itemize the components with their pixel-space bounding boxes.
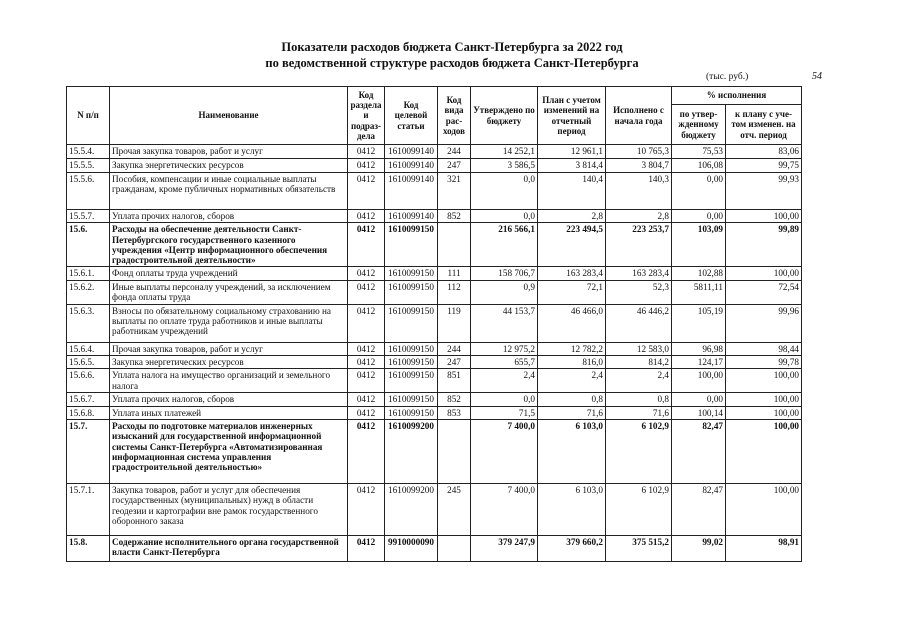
cell-target: 9910000090 bbox=[385, 535, 438, 561]
cell-executed: 2,8 bbox=[606, 210, 672, 223]
table-row bbox=[67, 419, 802, 483]
cell-approved: 0,0 bbox=[471, 210, 538, 223]
cell-target: 1610099140 bbox=[385, 159, 438, 173]
cell-section: 0412 bbox=[348, 280, 385, 304]
cell-target: 1610099200 bbox=[385, 483, 438, 535]
cell-num: 15.5.4. bbox=[67, 145, 110, 159]
cell-plan: 379 660,2 bbox=[538, 535, 606, 561]
cell-target: 1610099150 bbox=[385, 406, 438, 419]
cell-pct-approved: 102,88 bbox=[672, 267, 726, 280]
cell-target: 1610099150 bbox=[385, 369, 438, 393]
cell-exptype: 247 bbox=[438, 356, 471, 369]
table-row bbox=[67, 393, 802, 406]
cell-target: 1610099150 bbox=[385, 342, 438, 355]
cell-num: 15.6.8. bbox=[67, 406, 110, 419]
cell-plan: 12 961,1 bbox=[538, 145, 606, 159]
table-row bbox=[67, 159, 802, 173]
cell-pct-approved: 96,98 bbox=[672, 342, 726, 355]
cell-exptype: 852 bbox=[438, 210, 471, 223]
expenditure-table bbox=[66, 86, 802, 562]
cell-pct-approved: 105,19 bbox=[672, 304, 726, 342]
header-name: Наименование bbox=[110, 87, 348, 145]
cell-executed: 10 765,3 bbox=[606, 145, 672, 159]
report-title-line1: Показатели расходов бюджета Санкт-Петербурга за 2022 год bbox=[281, 40, 623, 54]
cell-pct-approved: 99,02 bbox=[672, 535, 726, 561]
cell-pct-approved: 124,17 bbox=[672, 356, 726, 369]
cell-name: Уплата иных платежей bbox=[110, 406, 348, 419]
cell-num: 15.7. bbox=[67, 419, 110, 483]
cell-pct-plan: 72,54 bbox=[726, 280, 802, 304]
header-approved: Утверждено по бюджету bbox=[471, 87, 538, 145]
cell-target: 1610099150 bbox=[385, 267, 438, 280]
cell-executed: 163 283,4 bbox=[606, 267, 672, 280]
cell-executed: 814,2 bbox=[606, 356, 672, 369]
cell-pct-plan: 99,89 bbox=[726, 223, 802, 267]
cell-name: Уплата прочих налогов, сборов bbox=[110, 210, 348, 223]
cell-name: Уплата налога на имущество организаций и земельного налога bbox=[110, 369, 348, 393]
cell-num: 15.5.5. bbox=[67, 159, 110, 173]
cell-pct-plan: 99,78 bbox=[726, 356, 802, 369]
cell-plan: 223 494,5 bbox=[538, 223, 606, 267]
cell-pct-approved: 82,47 bbox=[672, 483, 726, 535]
cell-num: 15.6.1. bbox=[67, 267, 110, 280]
cell-pct-approved: 100,00 bbox=[672, 369, 726, 393]
header-executed: Исполнено с начала года bbox=[606, 87, 672, 145]
table-row bbox=[67, 356, 802, 369]
table-row bbox=[67, 342, 802, 355]
table-body bbox=[67, 145, 802, 562]
cell-executed: 46 446,2 bbox=[606, 304, 672, 342]
cell-section: 0412 bbox=[348, 267, 385, 280]
cell-exptype: 111 bbox=[438, 267, 471, 280]
cell-pct-plan: 100,00 bbox=[726, 210, 802, 223]
cell-pct-plan: 100,00 bbox=[726, 483, 802, 535]
cell-name: Закупка энергетических ресурсов bbox=[110, 159, 348, 173]
cell-pct-approved: 103,09 bbox=[672, 223, 726, 267]
cell-exptype: 852 bbox=[438, 393, 471, 406]
cell-target: 1610099150 bbox=[385, 304, 438, 342]
cell-executed: 3 804,7 bbox=[606, 159, 672, 173]
cell-pct-approved: 0,00 bbox=[672, 173, 726, 210]
cell-num: 15.5.6. bbox=[67, 173, 110, 210]
cell-section: 0412 bbox=[348, 210, 385, 223]
cell-exptype bbox=[438, 535, 471, 561]
cell-pct-approved: 5811,11 bbox=[672, 280, 726, 304]
cell-pct-plan: 98,44 bbox=[726, 342, 802, 355]
header-pct-approved: по утвер-жденному бюджету bbox=[672, 105, 726, 145]
cell-approved: 3 586,5 bbox=[471, 159, 538, 173]
cell-section: 0412 bbox=[348, 173, 385, 210]
cell-num: 15.6.6. bbox=[67, 369, 110, 393]
cell-executed: 140,3 bbox=[606, 173, 672, 210]
cell-name: Прочая закупка товаров, работ и услуг bbox=[110, 342, 348, 355]
cell-executed: 71,6 bbox=[606, 406, 672, 419]
cell-section: 0412 bbox=[348, 535, 385, 561]
table-row bbox=[67, 304, 802, 342]
cell-exptype: 244 bbox=[438, 145, 471, 159]
cell-pct-approved: 106,08 bbox=[672, 159, 726, 173]
cell-num: 15.5.7. bbox=[67, 210, 110, 223]
cell-approved: 0,9 bbox=[471, 280, 538, 304]
cell-num: 15.7.1. bbox=[67, 483, 110, 535]
cell-section: 0412 bbox=[348, 223, 385, 267]
cell-pct-plan: 100,00 bbox=[726, 369, 802, 393]
cell-executed: 223 253,7 bbox=[606, 223, 672, 267]
table-row bbox=[67, 406, 802, 419]
cell-num: 15.6.4. bbox=[67, 342, 110, 355]
cell-plan: 2,4 bbox=[538, 369, 606, 393]
cell-section: 0412 bbox=[348, 159, 385, 173]
cell-pct-plan: 83,06 bbox=[726, 145, 802, 159]
cell-exptype: 245 bbox=[438, 483, 471, 535]
cell-name: Взносы по обязательному социальному страхованию на выплаты по оплате труда работников и иные выплаты работникам учреждений bbox=[110, 304, 348, 342]
cell-exptype bbox=[438, 419, 471, 483]
header-pct-plan: к плану с уче-том изменен. на отч. период bbox=[726, 105, 802, 145]
cell-approved: 2,4 bbox=[471, 369, 538, 393]
cell-plan: 140,4 bbox=[538, 173, 606, 210]
table-row bbox=[67, 369, 802, 393]
cell-executed: 12 583,0 bbox=[606, 342, 672, 355]
cell-plan: 71,6 bbox=[538, 406, 606, 419]
cell-section: 0412 bbox=[348, 483, 385, 535]
cell-section: 0412 bbox=[348, 406, 385, 419]
cell-section: 0412 bbox=[348, 356, 385, 369]
cell-num: 15.6.2. bbox=[67, 280, 110, 304]
cell-approved: 7 400,0 bbox=[471, 419, 538, 483]
cell-pct-plan: 99,93 bbox=[726, 173, 802, 210]
header-pct-group: % исполнения bbox=[672, 87, 802, 105]
cell-section: 0412 bbox=[348, 342, 385, 355]
cell-exptype: 853 bbox=[438, 406, 471, 419]
cell-section: 0412 bbox=[348, 369, 385, 393]
cell-exptype bbox=[438, 223, 471, 267]
cell-pct-plan: 100,00 bbox=[726, 267, 802, 280]
cell-pct-plan: 98,91 bbox=[726, 535, 802, 561]
cell-name: Закупка товаров, работ и услуг для обеспечения государственных (муниципальных) нужд в области геодезии и картографии вне рамок государственного оборонного заказа bbox=[110, 483, 348, 535]
cell-executed: 375 515,2 bbox=[606, 535, 672, 561]
cell-exptype: 851 bbox=[438, 369, 471, 393]
header-target: Код целевой статьи bbox=[385, 87, 438, 145]
cell-target: 1610099150 bbox=[385, 356, 438, 369]
table-row bbox=[67, 145, 802, 159]
cell-name: Расходы на обеспечение деятельности Санкт-Петербургского государственного казенного учреждения «Центр информационного обеспечения градостроительной деятельности» bbox=[110, 223, 348, 267]
cell-pct-plan: 99,75 bbox=[726, 159, 802, 173]
cell-pct-approved: 0,00 bbox=[672, 210, 726, 223]
cell-approved: 379 247,9 bbox=[471, 535, 538, 561]
cell-approved: 0,0 bbox=[471, 393, 538, 406]
cell-target: 1610099140 bbox=[385, 145, 438, 159]
cell-target: 1610099150 bbox=[385, 393, 438, 406]
header-plan: План с учетом изменений на отчетный период bbox=[538, 87, 606, 145]
cell-pct-plan: 100,00 bbox=[726, 406, 802, 419]
cell-num: 15.6.3. bbox=[67, 304, 110, 342]
cell-approved: 14 252,1 bbox=[471, 145, 538, 159]
cell-approved: 216 566,1 bbox=[471, 223, 538, 267]
cell-executed: 6 102,9 bbox=[606, 483, 672, 535]
cell-target: 1610099140 bbox=[385, 173, 438, 210]
cell-pct-approved: 82,47 bbox=[672, 419, 726, 483]
cell-num: 15.8. bbox=[67, 535, 110, 561]
cell-target: 1610099150 bbox=[385, 223, 438, 267]
cell-section: 0412 bbox=[348, 304, 385, 342]
cell-exptype: 112 bbox=[438, 280, 471, 304]
header-num: N п/п bbox=[67, 87, 110, 145]
cell-pct-approved: 75,53 bbox=[672, 145, 726, 159]
table-row bbox=[67, 267, 802, 280]
cell-pct-plan: 100,00 bbox=[726, 393, 802, 406]
cell-plan: 72,1 bbox=[538, 280, 606, 304]
cell-approved: 0,0 bbox=[471, 173, 538, 210]
cell-section: 0412 bbox=[348, 419, 385, 483]
cell-plan: 816,0 bbox=[538, 356, 606, 369]
cell-name: Иные выплаты персоналу учреждений, за исключением фонда оплаты труда bbox=[110, 280, 348, 304]
cell-name: Содержание исполнительного органа государственной власти Санкт-Петербурга bbox=[110, 535, 348, 561]
cell-name: Уплата прочих налогов, сборов bbox=[110, 393, 348, 406]
cell-approved: 655,7 bbox=[471, 356, 538, 369]
cell-name: Фонд оплаты труда учреждений bbox=[110, 267, 348, 280]
cell-num: 15.6.5. bbox=[67, 356, 110, 369]
cell-pct-approved: 0,00 bbox=[672, 393, 726, 406]
table-row bbox=[67, 223, 802, 267]
page-number: 54 bbox=[812, 71, 822, 82]
report-title-line2: по ведомственной структуре расходов бюджета Санкт-Петербурга bbox=[265, 56, 639, 70]
cell-plan: 6 103,0 bbox=[538, 419, 606, 483]
units-label: (тыс. руб.) bbox=[706, 72, 749, 82]
cell-num: 15.6. bbox=[67, 223, 110, 267]
cell-exptype: 244 bbox=[438, 342, 471, 355]
cell-executed: 2,4 bbox=[606, 369, 672, 393]
cell-executed: 0,8 bbox=[606, 393, 672, 406]
cell-plan: 46 466,0 bbox=[538, 304, 606, 342]
cell-name: Закупка энергетических ресурсов bbox=[110, 356, 348, 369]
cell-approved: 158 706,7 bbox=[471, 267, 538, 280]
cell-plan: 12 782,2 bbox=[538, 342, 606, 355]
header-section: Код раздела и подраз-дела bbox=[348, 87, 385, 145]
cell-exptype: 321 bbox=[438, 173, 471, 210]
cell-plan: 0,8 bbox=[538, 393, 606, 406]
cell-executed: 52,3 bbox=[606, 280, 672, 304]
cell-pct-plan: 100,00 bbox=[726, 419, 802, 483]
cell-section: 0412 bbox=[348, 393, 385, 406]
cell-section: 0412 bbox=[348, 145, 385, 159]
cell-num: 15.6.7. bbox=[67, 393, 110, 406]
cell-pct-plan: 99,96 bbox=[726, 304, 802, 342]
table-row bbox=[67, 535, 802, 561]
table-row bbox=[67, 483, 802, 535]
cell-exptype: 119 bbox=[438, 304, 471, 342]
cell-target: 1610099200 bbox=[385, 419, 438, 483]
cell-exptype: 247 bbox=[438, 159, 471, 173]
table-row bbox=[67, 280, 802, 304]
table-row bbox=[67, 210, 802, 223]
cell-plan: 2,8 bbox=[538, 210, 606, 223]
cell-approved: 71,5 bbox=[471, 406, 538, 419]
header-exptype: Код вида рас-ходов bbox=[438, 87, 471, 145]
cell-plan: 3 814,4 bbox=[538, 159, 606, 173]
cell-approved: 7 400,0 bbox=[471, 483, 538, 535]
cell-pct-approved: 100,14 bbox=[672, 406, 726, 419]
cell-approved: 12 975,2 bbox=[471, 342, 538, 355]
cell-name: Пособия, компенсации и иные социальные выплаты гражданам, кроме публичных нормативных обязательств bbox=[110, 173, 348, 210]
cell-name: Прочая закупка товаров, работ и услуг bbox=[110, 145, 348, 159]
cell-plan: 163 283,4 bbox=[538, 267, 606, 280]
cell-target: 1610099140 bbox=[385, 210, 438, 223]
table-row bbox=[67, 173, 802, 210]
cell-name: Расходы по подготовке материалов инженерных изысканий для государственной информационной системы Санкт-Петербурга «Автоматизированная информационная система управления градостроительной деятельностью» bbox=[110, 419, 348, 483]
cell-executed: 6 102,9 bbox=[606, 419, 672, 483]
cell-approved: 44 153,7 bbox=[471, 304, 538, 342]
cell-target: 1610099150 bbox=[385, 280, 438, 304]
cell-plan: 6 103,0 bbox=[538, 483, 606, 535]
